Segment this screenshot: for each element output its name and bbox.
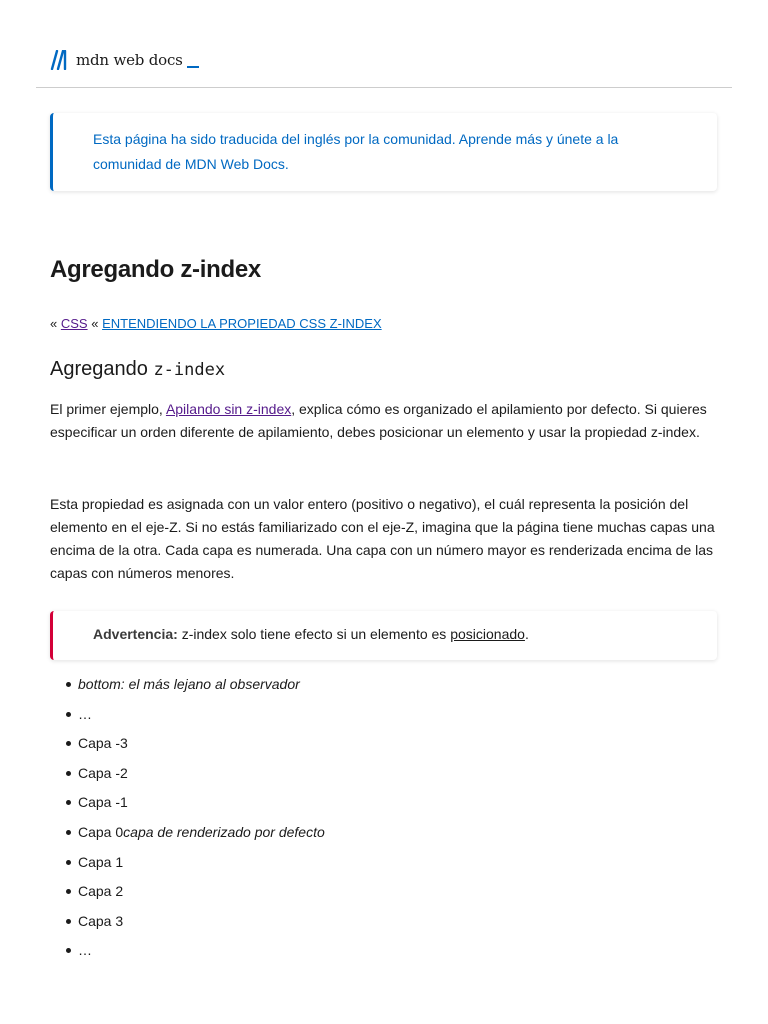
list-item-text: Capa -2 <box>78 764 128 781</box>
paragraph-2: Esta propiedad es asignada con un valor entero (positivo o negativo), el cuál representa la posición del elemento en el eje-Z. Si no estás familiarizado con el eje-Z, imagina que la página tiene muchas capas una encima de la otra. Cada capa es numerada. Una capa con un número mayor es renderizada encima de las capas con números menores. <box>50 496 715 581</box>
bullet-icon <box>66 712 71 717</box>
list-item-text: Capa 0 <box>78 823 124 840</box>
list-item-text: Capa 3 <box>78 912 124 929</box>
list-item-italic: capa de renderizado por defecto <box>123 823 325 840</box>
breadcrumb-separator: « <box>50 316 58 331</box>
bullet-icon <box>66 860 71 865</box>
bullet-icon <box>66 771 71 776</box>
list-item-italic: bottom: el más lejano al observador <box>78 676 300 692</box>
bullet-icon <box>66 919 71 924</box>
list-item <box>64 731 325 761</box>
list-item-text: Capa 1 <box>78 853 124 870</box>
list-item <box>64 850 325 880</box>
logo-cursor <box>187 66 199 68</box>
translation-notice <box>50 113 717 191</box>
bullet-icon <box>66 830 71 835</box>
list-item <box>64 820 325 850</box>
warning-label: Advertencia: <box>93 626 178 642</box>
link-apilando-sin-z-index[interactable]: Apilando sin z-index <box>165 401 292 417</box>
paragraph-1 <box>50 398 718 444</box>
list-item <box>64 909 325 939</box>
warning-text <box>93 626 529 642</box>
site-header <box>36 0 732 88</box>
list-item-text: Capa 2 <box>78 883 124 900</box>
warning-text-after: . <box>524 626 529 642</box>
list-item <box>64 790 325 820</box>
list-item <box>64 672 325 702</box>
breadcrumb-separator: « <box>91 316 99 331</box>
logo-text: mdn web docs <box>76 51 183 69</box>
list-item <box>64 879 325 909</box>
layer-list <box>64 672 325 968</box>
bullet-icon <box>66 741 71 746</box>
notice-text[interactable]: Esta página ha sido traducida del inglés por la comunidad. Aprende más y únete a la comunidad de MDN Web Docs. <box>93 131 619 172</box>
warning-text-before: z-index solo tiene efecto si un elemento es <box>177 626 451 642</box>
bullet-icon <box>66 800 71 805</box>
list-item <box>64 938 325 968</box>
list-item-text: … <box>78 942 92 959</box>
bullet-icon <box>66 948 71 953</box>
breadcrumb-link-css[interactable]: CSS <box>60 316 88 331</box>
bullet-icon <box>66 889 71 894</box>
mdn-logo[interactable] <box>50 50 199 70</box>
mdn-m-icon <box>50 50 72 70</box>
list-item-text: … <box>78 705 92 722</box>
list-item-text: Capa -3 <box>78 735 128 752</box>
breadcrumb <box>50 316 382 331</box>
bullet-icon <box>66 682 71 687</box>
list-item <box>64 702 325 732</box>
page-title: Agregando z-index <box>50 256 261 283</box>
list-item-text: Capa -1 <box>78 794 128 811</box>
breadcrumb-link-z-index[interactable]: ENTENDIENDO LA PROPIEDAD CSS Z-INDEX <box>102 316 382 331</box>
list-item <box>64 761 325 791</box>
p1-text-after: , explica cómo es organizado el apilamiento por defecto. Si quieres especificar un orden diferente de apilamiento, debes posicionar un elemento y usar la propiedad z-index. <box>50 401 707 440</box>
section-heading-code: z-index <box>153 360 226 380</box>
section-heading-prefix: Agregando <box>50 358 148 380</box>
link-posicionado[interactable]: posicionado <box>450 626 525 642</box>
warning-callout <box>50 611 717 660</box>
p1-text-before: El primer ejemplo, <box>50 401 166 417</box>
section-heading <box>50 358 225 381</box>
